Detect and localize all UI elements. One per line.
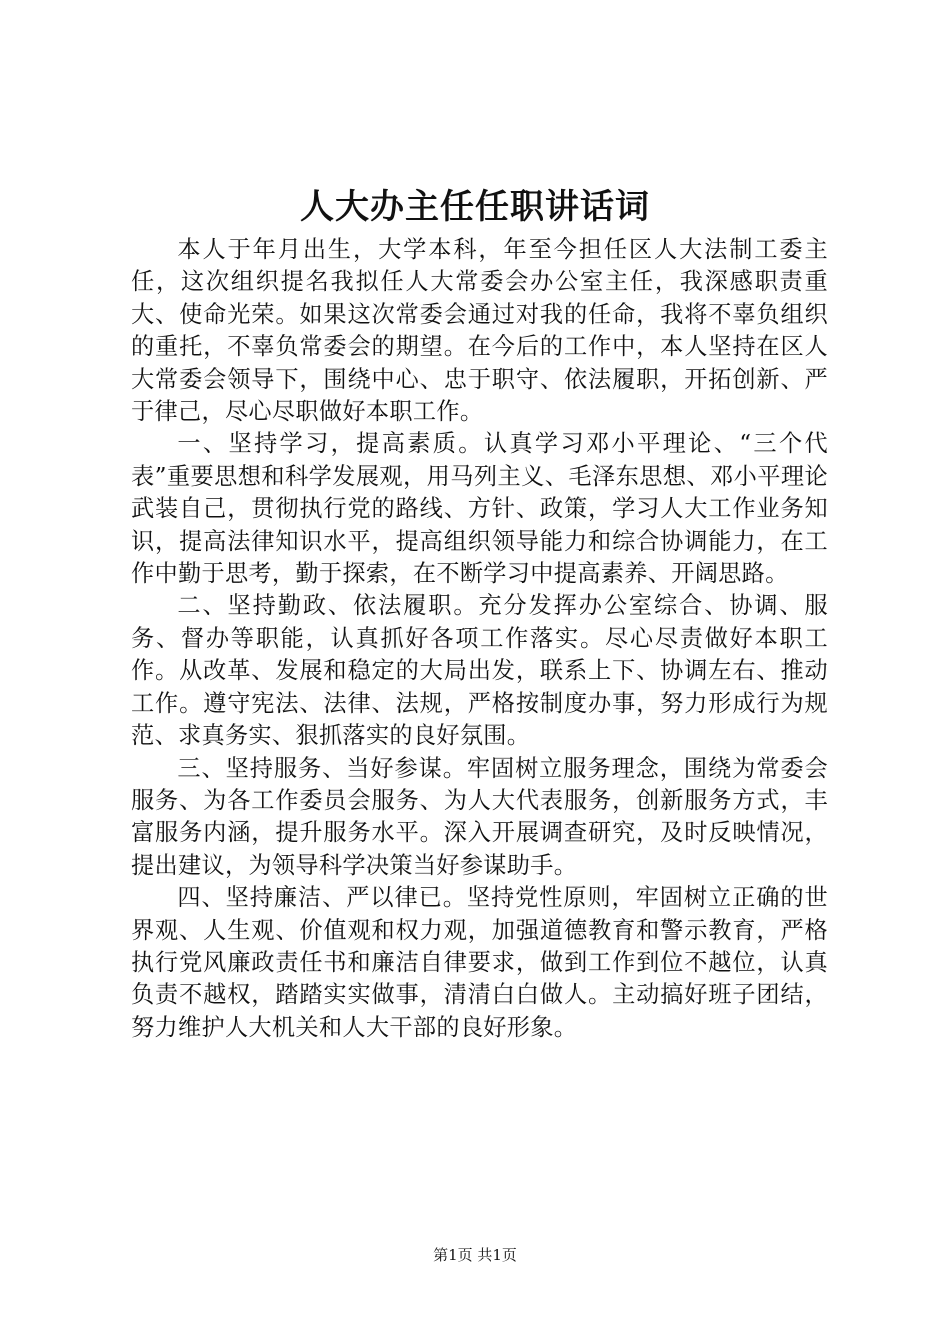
paragraph-study: 一、坚持学习，提高素质。认真学习邓小平理论、“三个代表”重要思想和科学发展观，用马列主义、毛泽东思想、邓小平理论武装自己，贯彻执行党的路线、方针、政策，学习人大工作业务知识，提高法律知识水平，提高组织领导能力和综合协调能力，在工作中勤于思考，勤于探索，在不断学习中提高素养、开阔思路。 <box>131 430 828 588</box>
paragraph-integrity: 四、坚持廉洁、严以律已。坚持党性原则，牢固树立正确的世界观、人生观、价值观和权力观，加强道德教育和警示教育，严格执行党风廉政责任书和廉洁自律要求，做到工作到位不越位，认真负责不越权，踏踏实实做事，清清白白做人。主动搞好班子团结，努力维护人大机关和人大干部的良好形象。 <box>131 884 828 1041</box>
document-title: 人大办主任任职讲话词 <box>300 187 650 227</box>
paragraph-diligence: 二、坚持勤政、依法履职。充分发挥办公室综合、协调、服务、督办等职能，认真抓好各项工作落实。尽心尽责做好本职工作。从改革、发展和稳定的大局出发，联系上下、协调左右、推动工作。遵守宪法、法律、法规，严格按制度办事，努力形成行为规范、求真务实、狠抓落实的良好氛围。 <box>131 592 828 750</box>
paragraph-service: 三、坚持服务、当好参谋。牢固树立服务理念，围绕为常委会服务、为各工作委员会服务、为人大代表服务，创新服务方式，丰富服务内涵，提升服务水平。深入开展调查研究，及时反映情况，提出建议，为领导科学决策当好参谋助手。 <box>131 754 828 879</box>
document-body <box>131 234 828 1044</box>
page-number-footer: 第1页 共1页 <box>433 1246 517 1264</box>
paragraph-intro: 本人于年月出生，大学本科，年至今担任区人大法制工委主任，这次组织提名我拟任人大常委会办公室主任，我深感职责重大、使命光荣。如果这次常委会通过对我的任命，我将不辜负组织的重托，不辜负常委会的期望。在今后的工作中，本人坚持在区人大常委会领导下，围绕中心、忠于职守、依法履职，开拓创新、严于律己，尽心尽职做好本职工作。 <box>131 236 828 426</box>
